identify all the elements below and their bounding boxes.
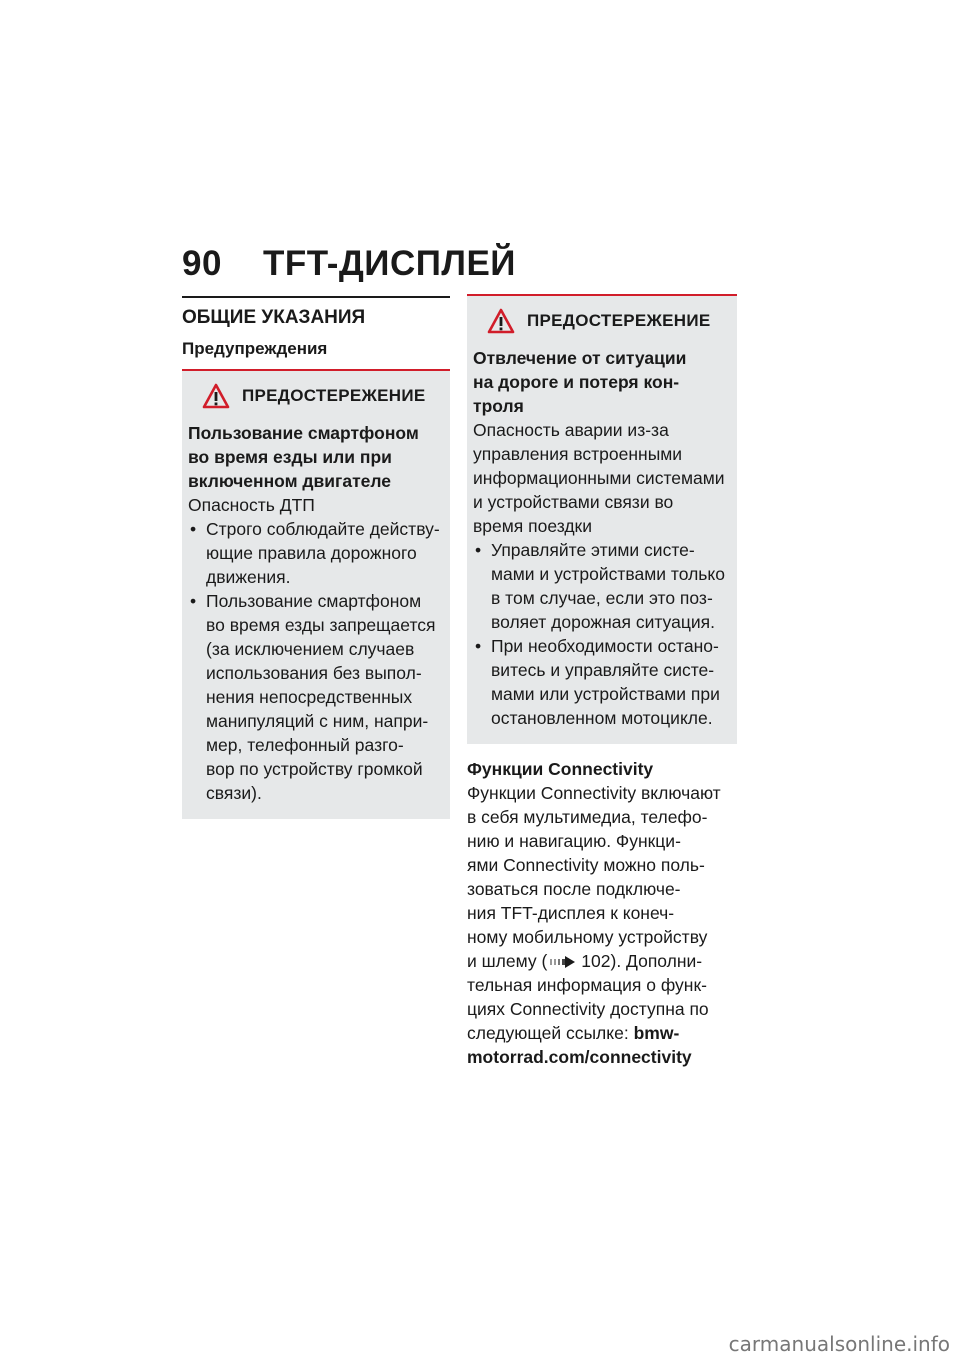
- warning-hazard: [473, 418, 731, 538]
- bullet-line: во время езды запрещается: [206, 615, 436, 635]
- warning-title: [473, 346, 731, 418]
- warning-box-smartphone: [182, 369, 450, 819]
- link-line: [467, 1021, 737, 1045]
- hazard-line: и устройствами связи во: [473, 492, 674, 512]
- bullet-line: нения непосредственных: [206, 687, 413, 707]
- bullet-line: вор по устройству громкой: [206, 759, 423, 779]
- connectivity-link[interactable]: motorrad.com/connectivity: [467, 1047, 692, 1067]
- section-heading: ОБЩИЕ УКАЗАНИЯ: [182, 307, 366, 328]
- connectivity-text: [467, 781, 737, 1069]
- page-title: TFT-ДИСПЛЕЙ: [263, 244, 516, 283]
- bullet-line: мер, телефонный разго-: [206, 735, 404, 755]
- text-line: нию и навигацию. Функци-: [467, 831, 681, 851]
- text-line: тельная информация о функ-: [467, 975, 707, 995]
- text-line: ями Connectivity можно поль-: [467, 855, 705, 875]
- warning-box-distraction: [467, 294, 737, 744]
- bullet-line: витесь и управляйте систе-: [491, 660, 715, 680]
- bullet-line: • Строго соблюдайте действу-: [206, 519, 440, 539]
- warning-title-line: включенном двигателе: [188, 471, 391, 491]
- warning-label: ПРЕДОСТЕРЕЖЕНИЕ: [527, 311, 711, 330]
- bullet-line: связи).: [206, 783, 262, 803]
- connectivity-link[interactable]: bmw-: [633, 1023, 680, 1043]
- warning-label: ПРЕДОСТЕРЕЖЕНИЕ: [242, 386, 426, 405]
- page-number: 90: [182, 244, 222, 283]
- bullet-line: • Управляйте этими систе-: [491, 540, 695, 560]
- bullet-line: остановленном мотоцикле.: [491, 708, 713, 728]
- page-reference[interactable]: 102). Дополни-: [581, 951, 703, 971]
- warning-title-line: Пользование смартфоном: [188, 423, 419, 443]
- watermark: carmanualsonline.info: [728, 1332, 950, 1356]
- bullet-line: воляет дорожная ситуация.: [491, 612, 715, 632]
- warning-title: [188, 421, 444, 493]
- text-line: ния TFT-дисплея к конеч-: [467, 903, 675, 923]
- bullet-line: (за исключением случаев: [206, 639, 415, 659]
- bullet-line: манипуляций с ним, напри-: [206, 711, 429, 731]
- hazard-line: Опасность аварии из-за: [473, 420, 669, 440]
- hazard-line: управления встроенными: [473, 444, 683, 464]
- subsection-heading: Предупреждения: [182, 339, 328, 358]
- link-prefix: следующей ссылке:: [467, 1023, 634, 1043]
- warning-bullet: [188, 589, 444, 805]
- warning-title-line: троля: [473, 396, 524, 416]
- warning-bullet: [473, 634, 731, 730]
- bullet-line: в том случае, если это поз-: [491, 588, 713, 608]
- warning-hazard: Опасность ДТП: [188, 495, 315, 515]
- warning-header: [202, 383, 444, 409]
- bullet-line: использования без выпол-: [206, 663, 422, 683]
- text-line: Функции Connectivity включают: [467, 783, 721, 803]
- bullet-line: ющие правила дорожного: [206, 543, 417, 563]
- warning-title-line: во время езды или при: [188, 447, 392, 467]
- ref-prefix: и шлему (: [467, 951, 548, 971]
- bullet-line: • Пользование смартфоном: [206, 591, 422, 611]
- text-line: циях Connectivity доступна по: [467, 999, 709, 1019]
- warning-triangle-icon: [202, 383, 230, 409]
- text-line: зоваться после подключе-: [467, 879, 681, 899]
- warning-title-line: на дороге и потеря кон-: [473, 372, 680, 392]
- page-reference-line: [467, 949, 737, 973]
- bullet-line: • При необходимости остано-: [491, 636, 719, 656]
- section-rule: [182, 296, 450, 298]
- right-column: [467, 294, 737, 1069]
- bullet-line: мами и устройствами только: [491, 564, 725, 584]
- warning-title-line: Отвлечение от ситуации: [473, 348, 687, 368]
- warning-bullet: [473, 538, 731, 634]
- left-column: [182, 296, 450, 819]
- page-reference-arrow-icon: [549, 956, 579, 968]
- bullet-line: движения.: [206, 567, 291, 587]
- warning-header: [487, 308, 731, 334]
- text-line: ному мобильному устройству: [467, 927, 708, 947]
- text-line: в себя мультимедиа, телефо-: [467, 807, 708, 827]
- warning-bullet: [188, 517, 444, 589]
- warning-triangle-icon: [487, 308, 515, 334]
- bullet-line: мами или устройствами при: [491, 684, 720, 704]
- connectivity-heading: Функции Connectivity: [467, 759, 654, 779]
- hazard-line: время поездки: [473, 516, 592, 536]
- hazard-line: информационными системами: [473, 468, 725, 488]
